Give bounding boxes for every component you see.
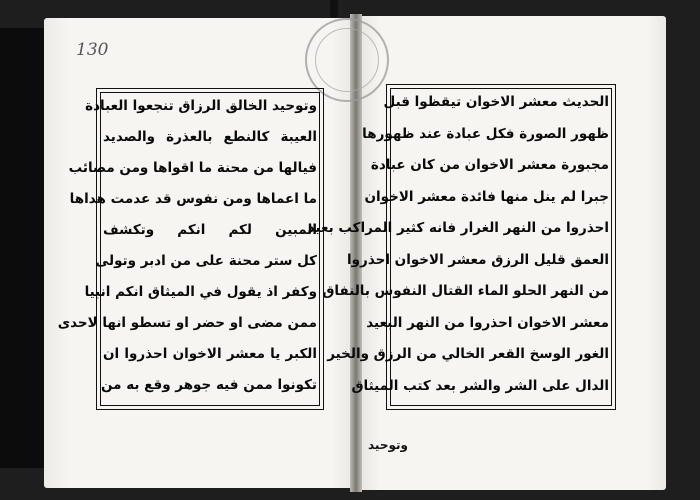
page-number: 130 [76, 40, 109, 60]
manuscript-line: الغور الوسخ القعر الخالي من الرزق والخير [327, 346, 609, 362]
spine-tab [330, 0, 338, 18]
seal-text [325, 42, 369, 78]
manuscript-line: الحديث معشر الاخوان تيقظوا قبل [383, 94, 609, 110]
manuscript-line: احذروا من النهر الغرار فانه كثير المراكب بعيد [307, 220, 609, 236]
catchword: وتوحيد [368, 438, 408, 452]
manuscript-line: تكونوا ممن فيه جوهر وقع به من [100, 377, 317, 393]
manuscript-line: وكفر اذ يقول في الميثاق انكم انبيا [84, 284, 317, 300]
manuscript-line: ممن مضى او حضر او تسطو انها لاحدى [57, 315, 317, 331]
manuscript-line: ما اعماها ومن نفوس قد عدمت هداها [69, 191, 317, 207]
manuscript-line: الكبر يا معشر الاخوان احذروا ان [103, 346, 317, 362]
manuscript-line: الدال على الشر والشر بعد كتب الميثاق [351, 377, 609, 394]
manuscript-line: المبين لكم انكم وتكشف [103, 222, 317, 238]
manuscript-line: من النهر الحلو الماء القتال النفوس بالنفاق [322, 283, 609, 299]
manuscript-line: فيالها من محنة ما اقواها ومن مصائب [68, 160, 317, 176]
manuscript-line: معشر الاخوان احذروا من النهر البعيد [366, 314, 609, 331]
manuscript-line: وتوحيد الخالق الرزاق تنجعوا العبادة [85, 98, 317, 114]
manuscript-line: مجبورة معشر الاخوان من كان عبادة [370, 157, 609, 173]
right-text-frame [307, 84, 616, 410]
book-cover-edge [0, 28, 44, 468]
manuscript-line: العيبة كالنطع بالعذرة والصديد [103, 129, 317, 145]
manuscript-line: ظهور الصورة فكل عبادة عند ظهورها [362, 125, 609, 142]
manuscript-line: جبرا لم ينل منها فائدة معشر الاخوان [364, 188, 609, 205]
left-text-frame [57, 88, 324, 410]
manuscript-line: كل ستر محنة على من ادبر وتولى [95, 253, 317, 269]
manuscript-line: العمق قليل الرزق معشر الاخوان احذروا [347, 251, 609, 268]
